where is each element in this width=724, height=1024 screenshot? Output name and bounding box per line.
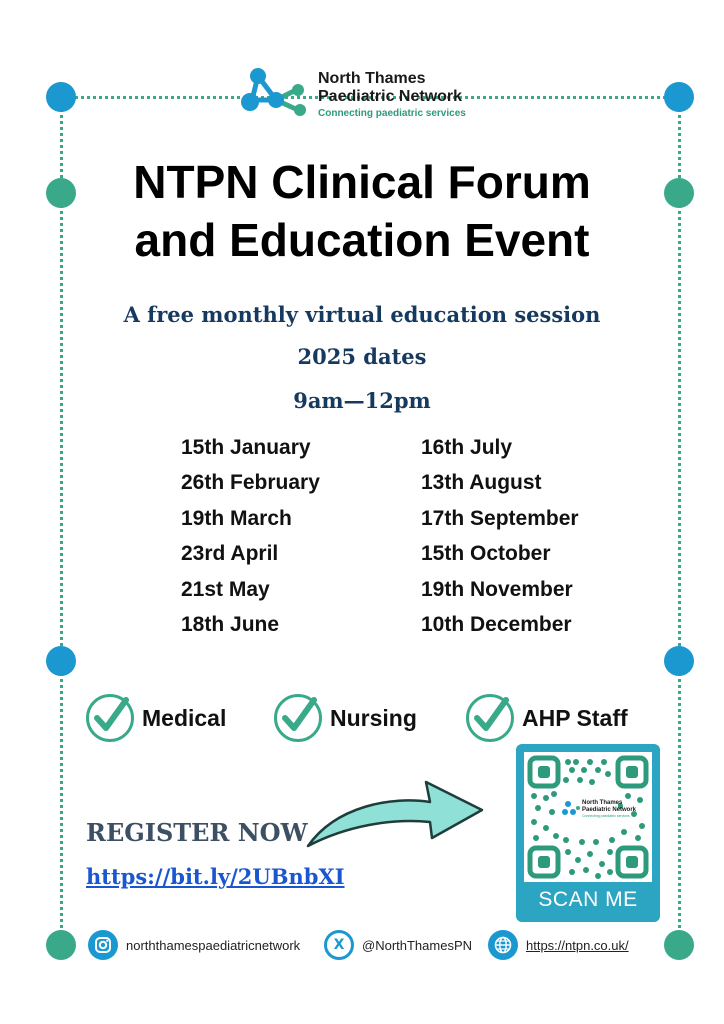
date-item: 10th December (421, 612, 572, 636)
logo-name-line2: Paediatric Network (318, 88, 463, 105)
date-item: 17th September (421, 506, 579, 530)
frame-dot (46, 646, 76, 676)
x-icon: X (324, 930, 354, 960)
date-item: 16th July (421, 436, 513, 459)
website-link[interactable]: https://ntpn.co.uk/ (526, 937, 629, 953)
page-title-line1: NTPN Clinical Forum (133, 156, 591, 208)
footer-instagram[interactable] (88, 928, 300, 962)
network-logo (238, 64, 498, 124)
globe-icon (488, 930, 518, 960)
frame-dot (664, 646, 694, 676)
date-item: 13th August (421, 471, 542, 495)
staff-label: AHP Staff (522, 704, 628, 731)
qr-scan-label: SCAN ME (538, 888, 638, 911)
qr-code-card[interactable] (516, 744, 660, 922)
check-icon (86, 694, 134, 742)
subtitle: A free monthly virtual education session (123, 302, 601, 327)
staff-label: Medical (142, 704, 227, 731)
session-time: 9am—12pm (293, 388, 431, 413)
year-label: 2025 dates (297, 344, 427, 369)
date-item: 21st May (181, 577, 270, 601)
logo-tagline: Connecting paediatric services (318, 108, 466, 119)
footer-website[interactable] (488, 928, 629, 962)
qr-center-name-1: North Thames (582, 800, 623, 806)
frame-dot (664, 82, 694, 112)
date-item: 18th June (181, 612, 280, 636)
check-icon (274, 694, 322, 742)
staff-label: Nursing (330, 704, 417, 731)
x-handle: @NorthThamesPN (362, 937, 473, 953)
register-heading: REGISTER NOW (86, 818, 308, 847)
network-logo-icon (238, 66, 310, 118)
frame-dot (664, 930, 694, 960)
instagram-icon (88, 930, 118, 960)
date-item: 19th March (181, 506, 292, 530)
footer-x[interactable] (324, 928, 472, 962)
dates-column-right (421, 430, 579, 642)
dates-column-left (181, 430, 320, 642)
frame-dot (46, 930, 76, 960)
instagram-handle: norththamespaediatricnetwork (126, 937, 301, 953)
date-item: 23rd April (181, 542, 279, 566)
page-title-line2: and Education Event (134, 214, 590, 266)
staff-group-ahp (466, 692, 628, 744)
date-item: 15th January (181, 436, 311, 459)
qr-center-name-2: Paediatric Network (582, 807, 637, 813)
date-item: 19th November (421, 577, 573, 601)
qr-code (524, 752, 652, 882)
register-link[interactable]: https://bit.ly/2UBnbXI (86, 864, 345, 889)
staff-group-medical (86, 692, 226, 744)
frame-dot (46, 82, 76, 112)
staff-group-nursing (274, 692, 417, 744)
logo-name (318, 70, 462, 106)
check-icon (466, 694, 514, 742)
qr-center-tagline: Connecting paediatric services (582, 814, 630, 818)
arrow-icon (302, 776, 488, 860)
date-item: 26th February (181, 471, 320, 495)
date-item: 15th October (421, 542, 551, 566)
logo-name-line1: North Thames (318, 70, 426, 87)
